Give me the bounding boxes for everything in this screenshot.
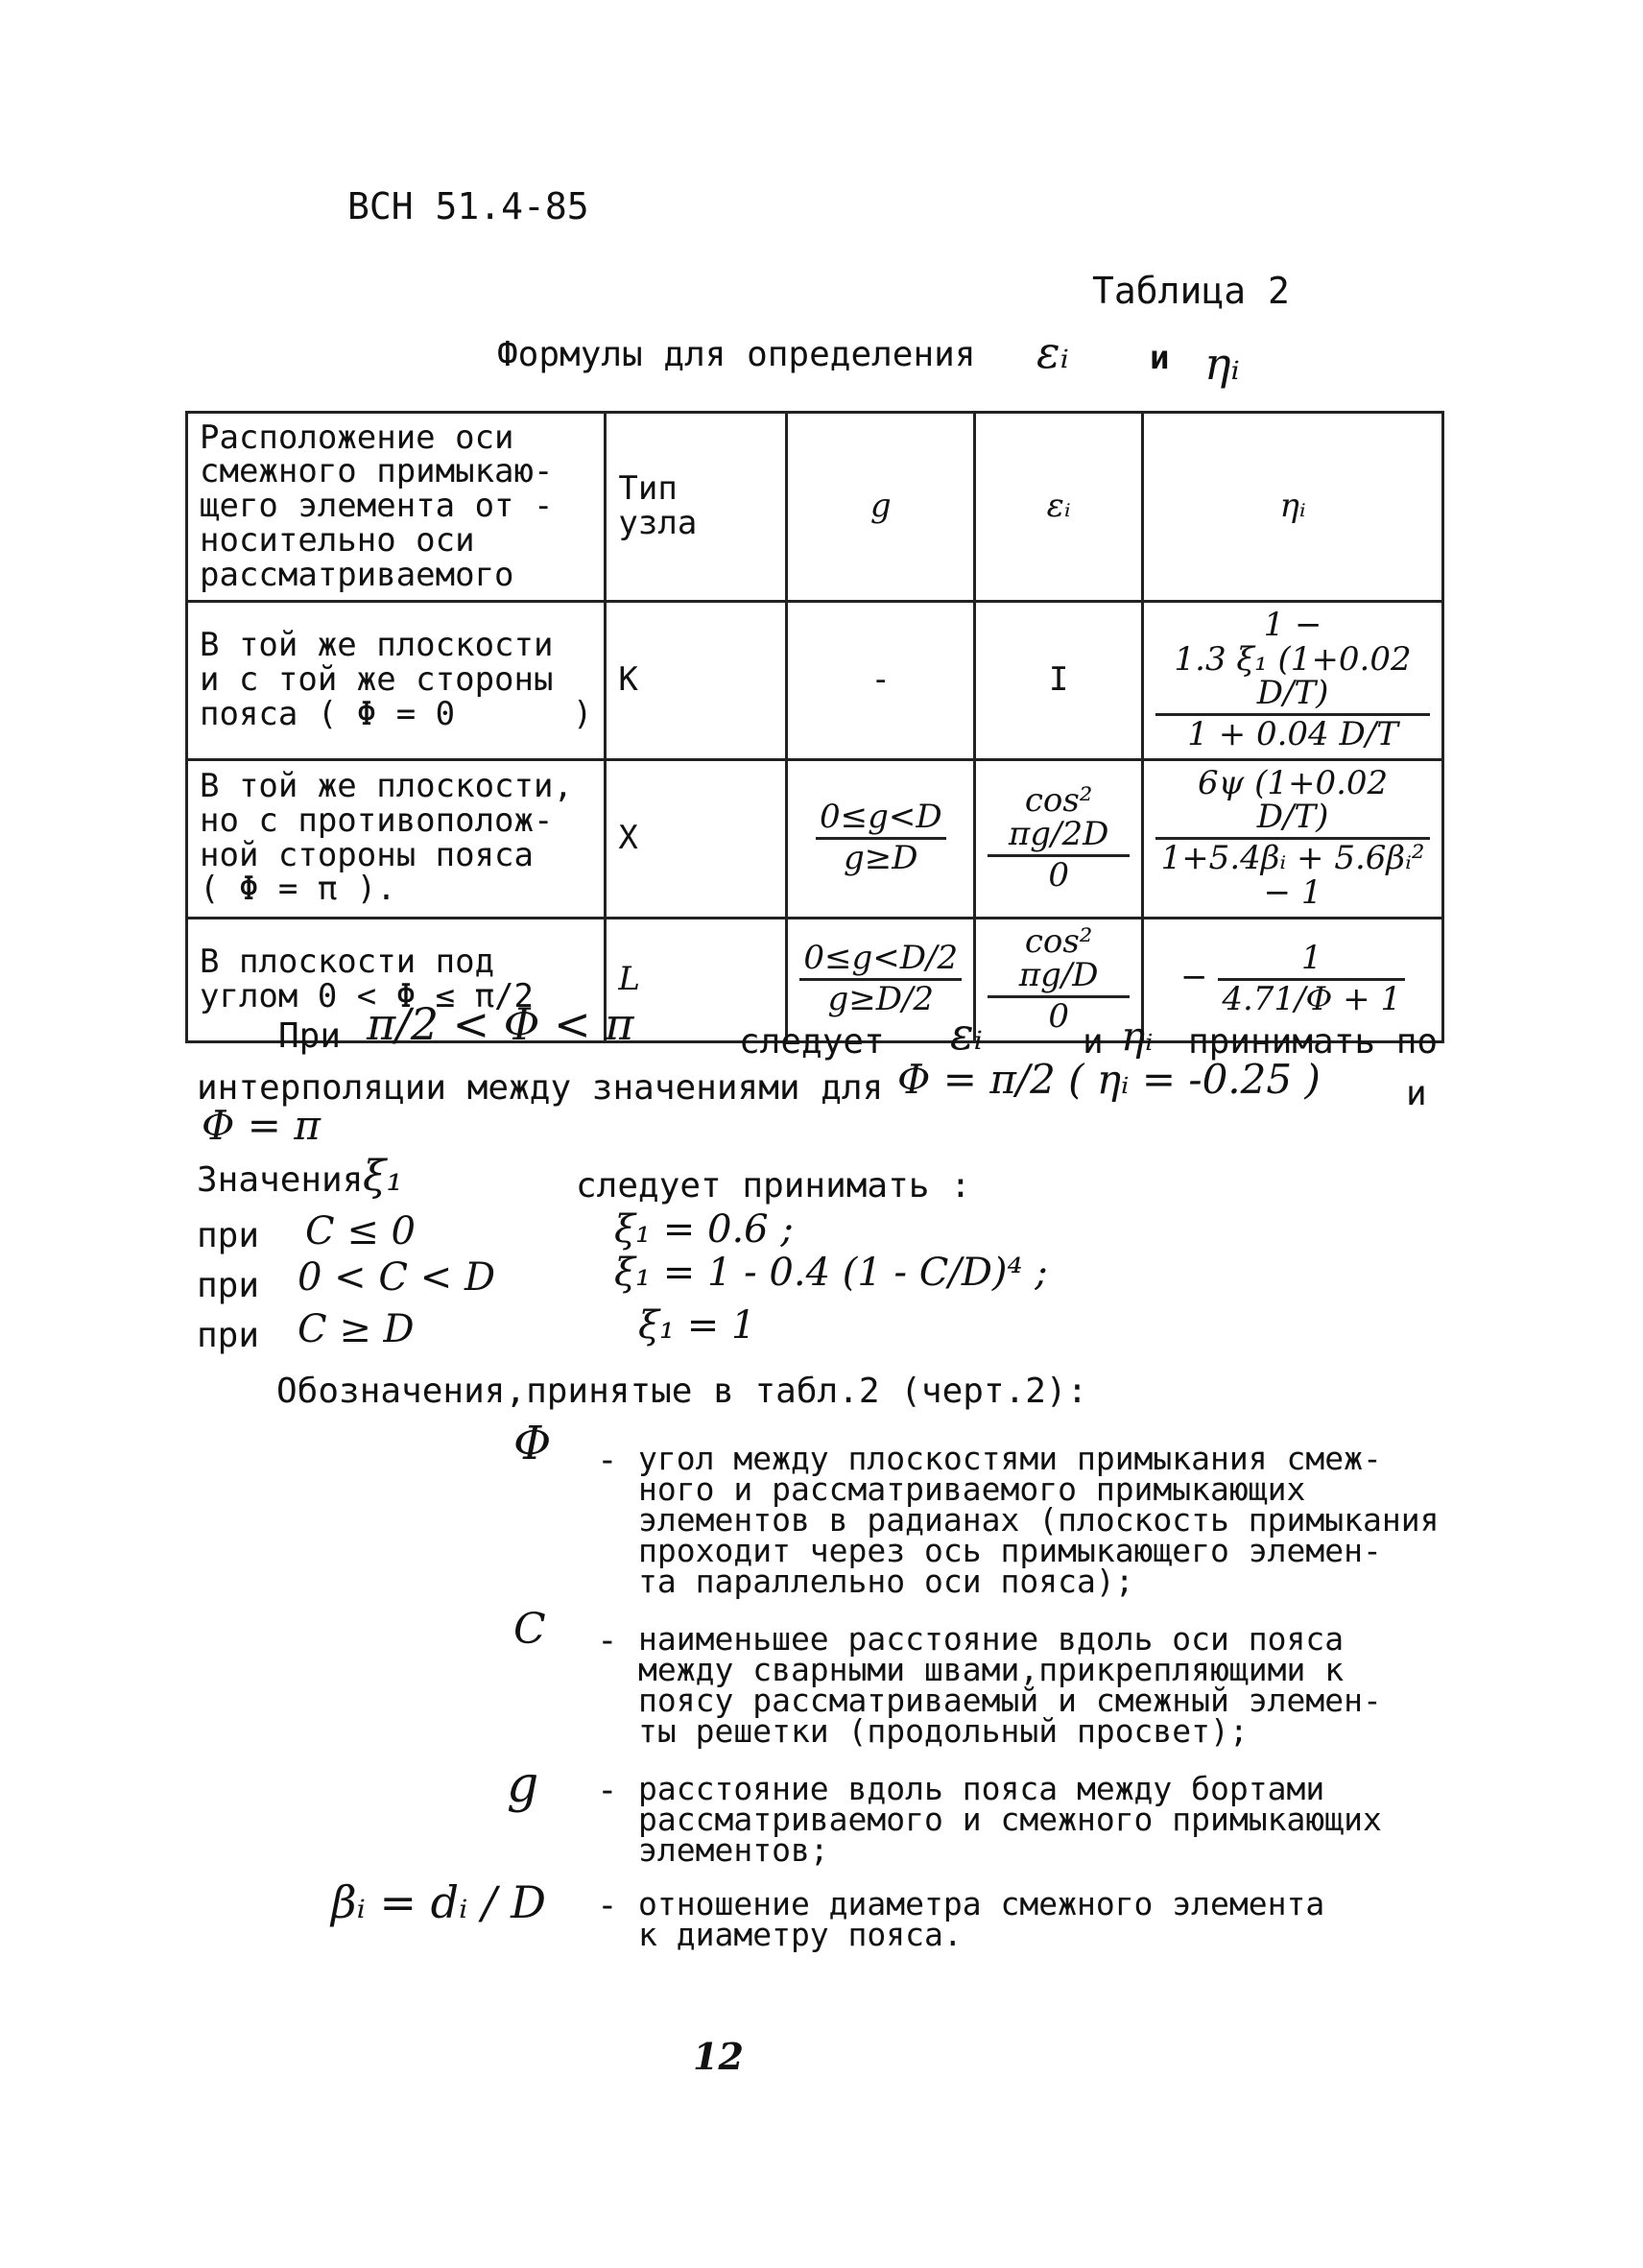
row2-node-type: Х [606,759,787,918]
values-value-2: ξ₁ = 1 - 0.4 (1 - C/D)⁴ ; [614,1251,1048,1295]
row2-eps [975,759,1143,918]
note-prinimat: принимать по [1188,1022,1439,1062]
row2-eta [1143,759,1443,918]
row3-g-top: 0≤g<D/2 [799,942,962,981]
header-node-type: Тип узла [606,413,787,602]
legend-text-g: расстояние вдоль пояса между бортами рассматриваемого и смежного примыкающих элементов; [638,1770,1382,1869]
note-phi-pi: Φ = π [202,1102,321,1149]
values-intro: Значения [197,1160,364,1200]
legend-dash-4: - [597,1886,618,1925]
row1-node-type: К [606,602,787,760]
row2-eps-fraction [988,780,1130,895]
row3-location: В плоскости под углом 0 < Φ ≤ π/2 [187,918,606,1041]
note-condition: π/2 < Φ < π [367,998,634,1050]
legend-title: Обозначения,принятые в табл.2 (черт.2): [276,1372,1088,1411]
legend-text-c: наименьшее расстояние вдоль оси пояса между сварными швами,прикрепляющими к поясу рассматриваемый и смежный элемен- ты решетки (продольный просвет); [638,1620,1382,1750]
values-pri-1: при [197,1216,260,1255]
values-intro-b: следует принимать : [576,1166,971,1206]
note-and-2: и [1406,1074,1427,1113]
row2-g [787,759,975,918]
row3-eps-top: cos² πg/D [988,925,1130,998]
row1-eta [1143,602,1443,760]
values-pri-3: при [197,1316,260,1355]
row2-g-bottom: g≥D [844,839,918,878]
row1-eta-prefix: 1 − [1263,606,1322,644]
row3-g-fraction [799,939,962,1019]
values-symbol: ξ₁ [363,1152,403,1201]
legend-text-phi: угол между плоскостями примыкания смеж- ного и рассматриваемого примыкающих элементов в радианах (плоскость примыкания проходит через ось примыкающего элемен- та параллельно оси пояса); [638,1440,1440,1600]
row3-eps-bottom: 0 [1048,996,1069,1036]
row2-eps-bottom: 0 [1048,855,1069,895]
row2-eta-fraction [1155,763,1430,878]
legend-dash-1: - [597,1441,618,1480]
row3-eps [975,918,1143,1041]
legend-dash-2: - [597,1621,618,1660]
note-eps: εᵢ [950,1008,983,1060]
row3-eta-denominator: 4.71/Φ + 1 [1222,980,1402,1019]
values-value-3: ξ₁ = 1 [638,1303,756,1348]
row1-location: В той же плоскости и с той же стороны пояса ( Φ = 0 ) [187,602,606,760]
row3-node-type: L [606,918,787,1041]
header-location: Расположение оси смежного примыкаю- щего элемента от - носительно оси рассматриваемого [187,413,606,602]
row3-eta-prefix: − [1180,958,1208,997]
legend-symbol-g: g [507,1756,539,1814]
values-cond-2: 0 < C < D [298,1255,496,1300]
row2-g-top: 0≤g<D [816,800,946,840]
row1-g: - [787,602,975,760]
row2-eta-numerator: 6ψ (1+0.02 D/T) [1155,767,1430,840]
legend-symbol-phi: Φ [513,1417,552,1470]
note-pri: При [278,1016,342,1056]
values-cond-3: C ≥ D [298,1307,415,1351]
legend-text-beta: отношение диаметра смежного элемента к диаметру пояса. [638,1885,1325,1953]
row2-g-fraction [816,798,946,878]
row2-location: В той же плоскости, но с противополож- ной стороны пояса ( Φ = π ). [187,759,606,918]
values-cond-1: C ≤ 0 [305,1209,416,1253]
note-and: и [1083,1022,1104,1062]
values-value-1: ξ₁ = 0.6 ; [614,1207,794,1252]
legend-dash-3: - [597,1771,618,1810]
table-number: Таблица 2 [1092,270,1290,312]
table-row [187,602,1443,760]
legend-symbol-beta: βᵢ = dᵢ / D [331,1876,546,1928]
row3-eta-fraction [1218,939,1405,1019]
table-header-row [187,413,1443,602]
row1-eta-denominator: 1 + 0.04 D/T [1187,715,1398,754]
formulas-table [185,411,1444,1043]
caption-epsilon: εᵢ [1036,326,1069,378]
row3-g-bottom: g≥D/2 [827,980,935,1019]
row1-eta-numerator: 1.3 ξ₁ (1+0.02 D/T) [1155,643,1430,716]
row2-eps-top: cos² πg/2D [988,784,1130,857]
row3-eps-fraction [988,921,1130,1036]
values-pri-2: при [197,1266,260,1305]
row2-eta-denominator: 1+5.4βᵢ + 5.6βᵢ² [1160,839,1425,878]
note-interpolation: интерполяции между значениями для [197,1068,884,1108]
header-eta: ηᵢ [1143,413,1443,602]
legend-symbol-c: C [513,1605,546,1654]
caption-eta: ηᵢ [1204,338,1240,390]
note-formula: Φ = π/2 ( ηᵢ = -0.25 ) [897,1056,1321,1103]
header-eps: εᵢ [975,413,1143,602]
row3-eta-numerator: 1 [1218,942,1405,981]
row1-eps: I [975,602,1143,760]
caption-and: и [1150,339,1170,377]
page-number: 12 [693,2035,744,2078]
document-code: ВСН 51.4-85 [347,185,589,227]
table-caption: Формулы для определения [497,335,976,374]
header-g: g [787,413,975,602]
note-eta: ηᵢ [1121,1013,1154,1060]
note-sleduet: следует [739,1022,885,1062]
table-row [187,759,1443,918]
row1-eta-fraction [1155,639,1430,754]
row2-eta-suffix: − 1 [1263,872,1322,912]
